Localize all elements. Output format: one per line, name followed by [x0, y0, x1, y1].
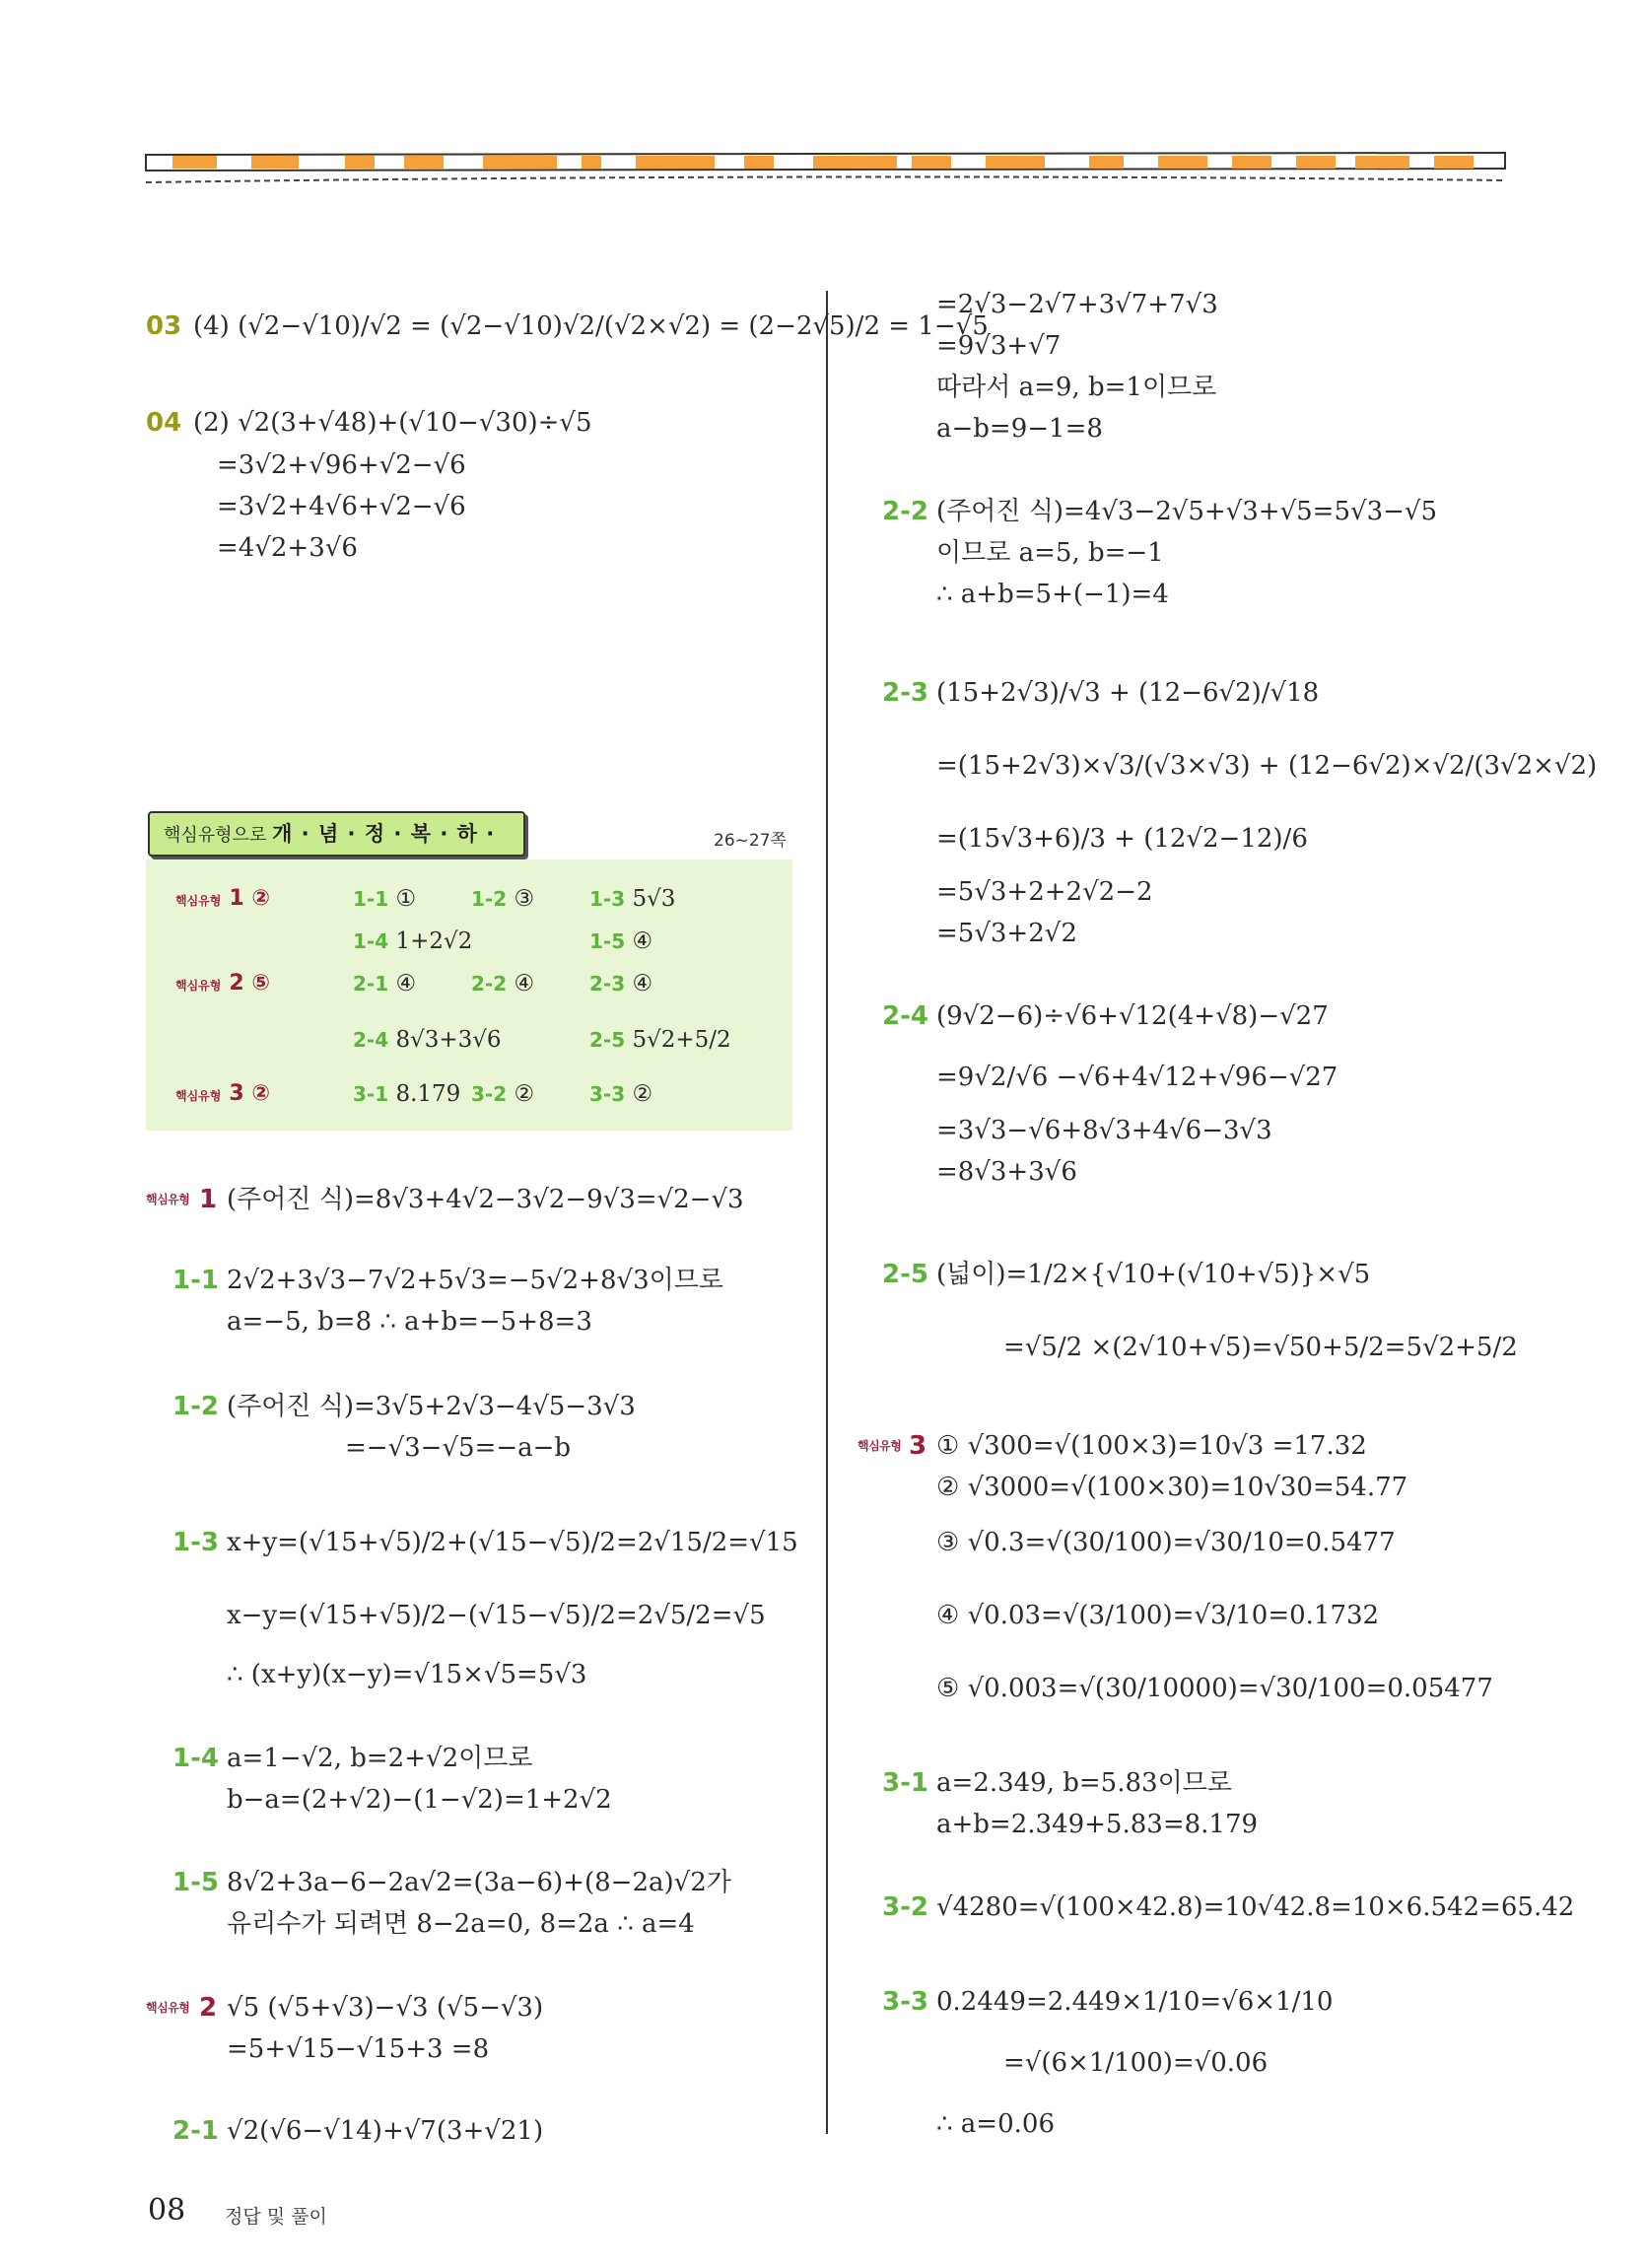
- summary-2-5: 2-5 5√2+5/2: [589, 1027, 731, 1053]
- summary-row3-tag: 핵심유형 2 ⑤: [175, 971, 270, 996]
- summary-row5-tag: 핵심유형 3 ②: [175, 1081, 270, 1106]
- core-type-tag-3: 핵심유형: [858, 1439, 902, 1453]
- problem-number-3-2: 3-2: [882, 1892, 928, 1922]
- solution-2-4-line-1: (9√2−6)÷√6+√12(4+√8)−√27: [936, 1001, 1329, 1031]
- solution-2-2-line-3: ∴ a+b=5+(−1)=4: [936, 580, 1169, 609]
- footer-label: 정답 및 풀이: [225, 2206, 327, 2228]
- core-type-tag-1: 핵심유형: [146, 1193, 190, 1206]
- summary-1-3: 1-3 5√3: [589, 886, 676, 912]
- summary-1-1: 1-1 ①: [353, 886, 417, 912]
- solution-1-2-line-2: =−√3−√5=−a−b: [345, 1433, 572, 1463]
- solution-3-1-line-1: a=2.349, b=5.83이므로: [936, 1768, 1232, 1798]
- page-number: 08: [148, 2193, 186, 2228]
- solution-3-3-line-3: ∴ a=0.06: [936, 2109, 1055, 2139]
- solution-2-2-line-2: 이므로 a=5, b=−1: [936, 538, 1164, 568]
- summary-3-2: 3-2 ②: [471, 1081, 535, 1107]
- core-type-number-1: 1: [199, 1185, 218, 1214]
- core-type-number-2: 2: [199, 1993, 218, 2023]
- solution-3-2-line-1: √4280=√(100×42.8)=10√42.8=10×6.542=65.42: [936, 1892, 1575, 1922]
- solution-2-1-cont-line-3: 따라서 a=9, b=1이므로: [936, 373, 1217, 402]
- solution-2-5-line-1: (넓이)=1/2×{√10+(√10+√5)}×√5: [936, 1260, 1371, 1289]
- solution-2-3-line-1: (15+2√3)/√3 + (12−6√2)/√18: [936, 678, 1320, 708]
- problem-number-1-5: 1-5: [172, 1868, 219, 1897]
- solution-2-1-cont-line-1: =2√3−2√7+3√7+7√3: [936, 290, 1218, 319]
- solution-1-1-line-2: a=−5, b=8 ∴ a+b=−5+8=3: [227, 1307, 592, 1337]
- solution-1-5-line-2: 유리수가 되려면 8−2a=0, 8=2a ∴ a=4: [227, 1909, 695, 1939]
- solution-1-5-line-1: 8√2+3a−6−2a√2=(3a−6)+(8−2a)√2가: [227, 1868, 731, 1897]
- problem-number-1-2: 1-2: [172, 1392, 219, 1421]
- core-type-number-3: 3: [909, 1431, 927, 1461]
- problem-number-03: 03: [146, 311, 182, 341]
- solution-2-5-line-2: =√5/2 ×(2√10+√5)=√50+5/2=5√2+5/2: [1003, 1333, 1518, 1362]
- problem-number-1-1: 1-1: [172, 1266, 219, 1295]
- summary-2-2: 2-2 ④: [471, 971, 535, 997]
- solution-03: (4) (√2−√10)/√2 = (√2−√10)√2/(√2×√2) = (2−2√5)/2 = 1−√5: [193, 311, 989, 341]
- problem-number-3-3: 3-3: [882, 1987, 928, 2017]
- core-type-3-line-4: ④ √0.03=√(3/100)=√3/10=0.1732: [936, 1601, 1380, 1630]
- summary-row1-tag: 핵심유형 1 ②: [175, 886, 270, 911]
- header-decoration: [143, 143, 1508, 187]
- problem-number-2-2: 2-2: [882, 497, 928, 526]
- solution-2-1-cont-line-2: =9√3+√7: [936, 331, 1062, 361]
- summary-2-4: 2-4 8√3+3√6: [353, 1027, 502, 1053]
- summary-2-1: 2-1 ④: [353, 971, 417, 997]
- page-reference: 26~27쪽: [714, 831, 787, 851]
- solution-2-3-line-2: =(15+2√3)×√3/(√3×√3) + (12−6√2)×√2/(3√2×√2): [936, 751, 1598, 781]
- core-type-3-line-1: ① √300=√(100×3)=10√3 =17.32: [936, 1431, 1367, 1461]
- solution-1-3-line-2: x−y=(√15+√5)/2−(√15−√5)/2=2√5/2=√5: [227, 1601, 766, 1630]
- problem-number-2-1: 2-1: [172, 2116, 219, 2146]
- solution-2-3-line-5: =5√3+2√2: [936, 919, 1077, 948]
- core-type-tag-2: 핵심유형: [146, 2001, 190, 2015]
- solution-1-2-line-1: (주어진 식)=3√5+2√3−4√5−3√3: [227, 1392, 636, 1421]
- solution-04-line-2: =3√2+√96+√2−√6: [217, 450, 466, 480]
- solution-2-4-line-2: =9√2/√6 −√6+4√12+√96−√27: [936, 1063, 1338, 1092]
- core-type-2-line-2: =5+√15−√15+3 =8: [227, 2034, 490, 2064]
- summary-1-4: 1-4 1+2√2: [353, 928, 473, 954]
- solution-2-1-cont-line-4: a−b=9−1=8: [936, 414, 1103, 444]
- core-type-3-line-2: ② √3000=√(100×30)=10√30=54.77: [936, 1473, 1408, 1502]
- solution-2-1-line-1: √2(√6−√14)+√7(3+√21): [227, 2116, 544, 2146]
- problem-number-2-4: 2-4: [882, 1001, 928, 1031]
- problem-number-04: 04: [146, 408, 182, 438]
- solution-04-line-3: =3√2+4√6+√2−√6: [217, 492, 466, 521]
- solution-2-2-line-1: (주어진 식)=4√3−2√5+√3+√5=5√3−√5: [936, 497, 1438, 526]
- summary-3-3: 3-3 ②: [589, 1081, 653, 1107]
- core-type-2-line-1: √5 (√5+√3)−√3 (√5−√3): [227, 1993, 544, 2023]
- solution-2-4-line-4: =8√3+3√6: [936, 1157, 1077, 1187]
- section-banner: [148, 811, 525, 857]
- summary-1-2: 1-2 ③: [471, 886, 535, 912]
- core-type-3-line-5: ⑤ √0.003=√(30/10000)=√30/100=0.05477: [936, 1674, 1493, 1703]
- solution-04-line-1: (2) √2(3+√48)+(√10−√30)÷√5: [193, 408, 592, 438]
- problem-number-3-1: 3-1: [882, 1768, 928, 1798]
- solution-2-3-line-3: =(15√3+6)/3 + (12√2−12)/6: [936, 824, 1308, 854]
- summary-1-5: 1-5 ④: [589, 928, 653, 954]
- core-type-3-line-3: ③ √0.3=√(30/100)=√30/10=0.5477: [936, 1528, 1396, 1557]
- solution-1-4-line-2: b−a=(2+√2)−(1−√2)=1+2√2: [227, 1785, 612, 1815]
- banner-small-text: 핵심유형으로: [164, 825, 267, 846]
- solution-1-4-line-1: a=1−√2, b=2+√2이므로: [227, 1744, 533, 1773]
- summary-3-1: 3-1 8.179: [353, 1081, 461, 1107]
- solution-1-3-line-3: ∴ (x+y)(x−y)=√15×√5=5√3: [227, 1660, 587, 1689]
- solution-04-line-4: =4√2+3√6: [217, 533, 358, 563]
- solution-3-3-line-2: =√(6×1/100)=√0.06: [1003, 2048, 1269, 2078]
- problem-number-2-5: 2-5: [882, 1260, 928, 1289]
- solution-3-3-line-1: 0.2449=2.449×1/10=√6×1/10: [936, 1987, 1334, 2017]
- core-type-1-solution: (주어진 식)=8√3+4√2−3√2−9√3=√2−√3: [227, 1185, 744, 1214]
- problem-number-1-3: 1-3: [172, 1528, 219, 1557]
- problem-number-2-3: 2-3: [882, 678, 928, 708]
- solution-1-1-line-1: 2√2+3√3−7√2+5√3=−5√2+8√3이므로: [227, 1266, 723, 1295]
- solution-2-4-line-3: =3√3−√6+8√3+4√6−3√3: [936, 1116, 1272, 1145]
- problem-number-1-4: 1-4: [172, 1744, 219, 1773]
- column-divider: [826, 291, 828, 2134]
- solution-2-3-line-4: =5√3+2+2√2−2: [936, 877, 1153, 907]
- summary-2-3: 2-3 ④: [589, 971, 653, 997]
- solution-3-1-line-2: a+b=2.349+5.83=8.179: [936, 1810, 1259, 1839]
- banner-title: 개 · 념 · 정 · 복 · 하 ·: [272, 822, 496, 846]
- solution-1-3-line-1: x+y=(√15+√5)/2+(√15−√5)/2=2√15/2=√15: [227, 1528, 798, 1557]
